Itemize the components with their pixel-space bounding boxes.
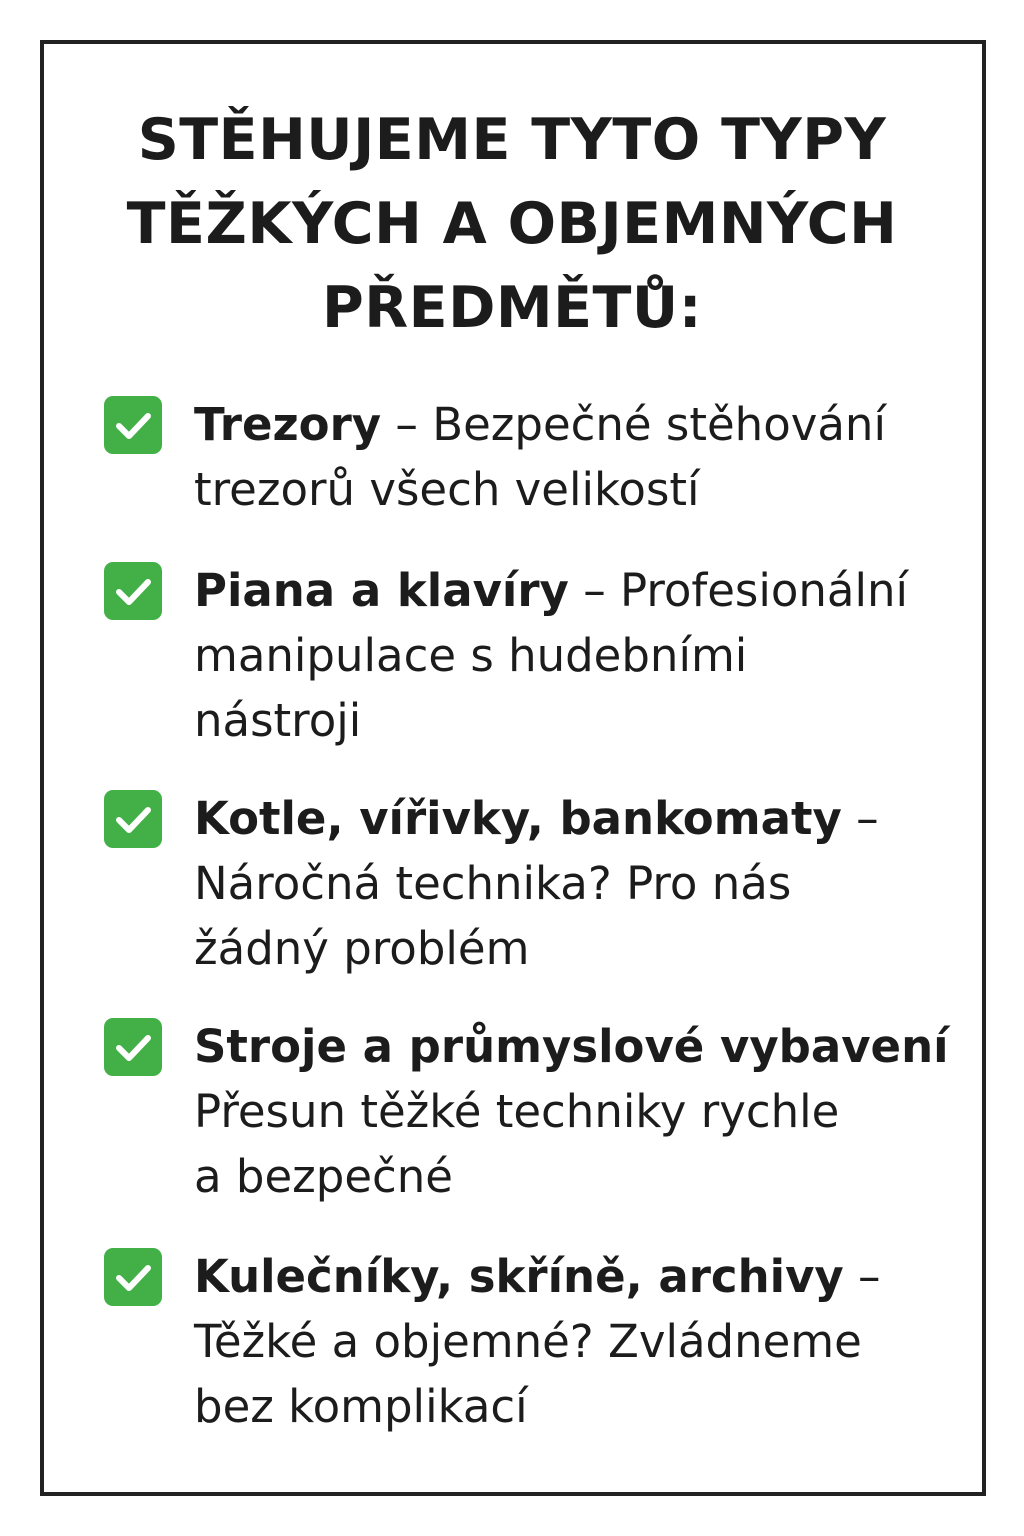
check-icon (104, 790, 162, 848)
item-text (194, 786, 964, 981)
check-icon (104, 562, 162, 620)
item-text (194, 392, 964, 522)
item-description-start: – (843, 1250, 881, 1303)
item-description-line: nástroji (194, 694, 362, 747)
item-text (194, 1014, 964, 1209)
item-description-start: – Bezpečné stěhování (381, 398, 886, 451)
item-description-line: Náročná technika? Pro nás (194, 857, 792, 910)
item-title: Piana a klavíry (194, 564, 569, 617)
item-description-line: žádný problém (194, 922, 530, 975)
title-line-2: TĚŽKÝCH A OBJEMNÝCH (126, 191, 898, 257)
item-first-line (194, 1014, 964, 1079)
check-icon (104, 1018, 162, 1076)
item-first-line (194, 392, 964, 457)
item-title: Kulečníky, skříně, archivy (194, 1250, 844, 1303)
item-description-line: Těžké a objemné? Zvládneme (194, 1315, 862, 1368)
item-text (194, 1244, 964, 1439)
item-first-line (194, 786, 964, 851)
item-description-start: – (841, 792, 879, 845)
item-first-line (194, 558, 964, 623)
title-line-1: STĚHUJEME TYTO TYPY (137, 107, 887, 173)
item-description-line: manipulace s hudebními (194, 629, 748, 682)
title-line-3: PŘEDMĚTŮ: (321, 275, 703, 341)
item-description-line: Přesun těžké techniky rychle (194, 1085, 840, 1138)
check-icon (104, 1248, 162, 1306)
item-text (194, 558, 964, 753)
item-description-line: trezorů všech velikostí (194, 463, 700, 516)
item-first-line (194, 1244, 964, 1309)
item-title: Trezory (194, 398, 382, 451)
item-title: Kotle, vířivky, bankomaty (194, 792, 842, 845)
check-icon (104, 396, 162, 454)
page-title (0, 98, 1024, 350)
item-description-line: bez komplikací (194, 1380, 528, 1433)
item-description-start: – Profesionální (568, 564, 909, 617)
item-title: Stroje a průmyslové vybavení (194, 1020, 949, 1073)
item-description-line: a bezpečné (194, 1150, 453, 1203)
